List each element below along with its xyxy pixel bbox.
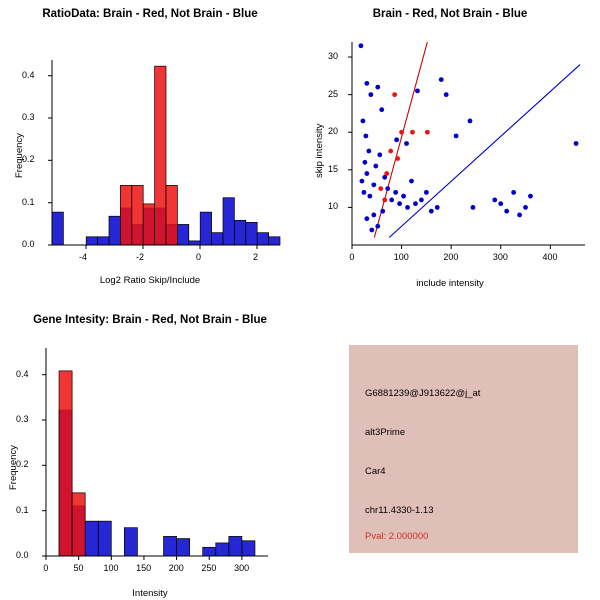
scatter-point: [401, 194, 406, 199]
hist-intensity-title: Gene Intesity: Brain - Red, Not Brain - Blue: [33, 314, 267, 326]
scatter-point: [375, 85, 380, 90]
scatter-point: [498, 201, 503, 206]
hist-intensity-bar: [216, 543, 229, 556]
scatter-point: [395, 156, 400, 161]
scatter-xtick: 400: [542, 252, 558, 262]
hist-ratio-bar: [189, 241, 200, 245]
scatter-point: [392, 92, 397, 97]
hist-ratio-bar: [52, 212, 63, 245]
hist-ratio-title: RatioData: Brain - Red, Not Brain - Blue: [42, 8, 258, 20]
scatter-point: [413, 201, 418, 206]
info-probeset: G6881239@J913622@j_at: [365, 388, 481, 399]
hist-intensity-bar: [72, 493, 85, 556]
scatter-point: [404, 141, 409, 146]
scatter-point: [435, 205, 440, 210]
hist-ratio-ytick-4: 0.4: [22, 69, 35, 80]
hist-ratio-xtick-3: 2: [253, 252, 259, 262]
hist-intensity-xtick: 300: [234, 563, 250, 573]
scatter-point: [444, 92, 449, 97]
scatter-point: [394, 137, 399, 142]
hist-intensity-bar: [59, 371, 72, 556]
hist-intensity-xtick: 200: [168, 563, 184, 573]
hist-ratio-xtick-0: -4: [79, 252, 88, 262]
hist-intensity-bar: [98, 521, 111, 556]
scatter-point: [384, 171, 389, 176]
scatter-point: [361, 119, 366, 124]
scatter-point: [373, 164, 378, 169]
scatter-ytick: 10: [328, 201, 339, 212]
scatter-point: [360, 179, 365, 184]
scatter-point: [375, 224, 380, 229]
scatter-point: [419, 197, 424, 202]
hist-intensity-ylabel: Frequency: [8, 445, 19, 490]
scatter-point: [361, 190, 366, 195]
hist-intensity-ytick-1: 0.1: [16, 504, 29, 515]
chart-hist-ratio: [0, 0, 300, 300]
hist-ratio-xtick-2: 0: [196, 252, 202, 262]
info-pval: Pval: 2.000000: [365, 531, 429, 542]
scatter-title: Brain - Red, Not Brain - Blue: [372, 8, 528, 20]
scatter-point: [405, 205, 410, 210]
scatter-point: [367, 194, 372, 199]
scatter-point: [363, 134, 368, 139]
scatter-point: [379, 107, 384, 112]
hist-ratio-bar: [234, 220, 245, 245]
hist-intensity-xtick: 150: [136, 563, 152, 573]
scatter-fit-line: [374, 42, 427, 237]
hist-ratio-bar: [166, 185, 177, 245]
hist-ratio-ytick-1: 0.1: [22, 196, 35, 207]
hist-intensity-bar: [229, 536, 242, 556]
scatter-point: [388, 149, 393, 154]
hist-ratio-ylabel: Frequency: [14, 133, 25, 178]
chart-scatter: [300, 0, 600, 300]
scatter-point: [517, 213, 522, 218]
hist-intensity-xtick: 250: [201, 563, 217, 573]
hist-ratio-bar: [177, 224, 188, 245]
hist-ratio-ytick-0: 0.0: [22, 239, 35, 249]
scatter-point: [378, 186, 383, 191]
hist-intensity-bar: [164, 536, 177, 556]
scatter-point: [574, 141, 579, 146]
hist-intensity-xtick: 0: [43, 563, 49, 573]
scatter-point: [368, 92, 373, 97]
info-location: chr11.4330-1.13: [365, 505, 434, 516]
hist-intensity-xlabel: Intensity: [132, 588, 168, 599]
scatter-point: [471, 205, 476, 210]
scatter-point: [429, 209, 434, 214]
info-gene: Car4: [365, 466, 386, 477]
scatter-point: [385, 186, 390, 191]
hist-ratio-xtick-1: -2: [136, 252, 145, 262]
info-panel: [349, 345, 578, 553]
scatter-ytick: 30: [328, 51, 339, 62]
hist-ratio-ytick-2: 0.2: [22, 154, 35, 165]
scatter-point: [377, 152, 382, 157]
scatter-point: [380, 209, 385, 214]
hist-ratio-bar: [223, 198, 234, 245]
scatter-point: [454, 134, 459, 139]
scatter-point: [415, 88, 420, 93]
scatter-point: [439, 77, 444, 82]
scatter-point: [523, 205, 528, 210]
scatter-point: [468, 119, 473, 124]
hist-intensity-bar: [177, 539, 190, 556]
scatter-xtick: 100: [393, 252, 409, 262]
scatter-point: [393, 190, 398, 195]
hist-intensity-bar: [203, 547, 216, 556]
hist-ratio-bar: [246, 222, 257, 245]
scatter-point: [397, 201, 402, 206]
scatter-point: [399, 130, 404, 135]
hist-ratio-bar: [132, 185, 143, 245]
scatter-xtick: 300: [492, 252, 508, 262]
scatter-point: [492, 197, 497, 202]
hist-ratio-bar: [257, 233, 268, 245]
hist-intensity-bar: [242, 541, 255, 556]
hist-intensity-ytick-0: 0.0: [16, 550, 29, 560]
chart-hist-intensity: [0, 300, 300, 600]
scatter-point: [504, 209, 509, 214]
scatter-xlabel: include intensity: [416, 278, 484, 289]
scatter-point: [364, 171, 369, 176]
scatter-point: [382, 197, 387, 202]
hist-intensity-ytick-3: 0.3: [16, 414, 29, 424]
scatter-xtick: 0: [349, 252, 355, 262]
hist-intensity-bar: [124, 528, 137, 556]
scatter-point: [364, 216, 369, 221]
hist-ratio-bar: [120, 185, 131, 245]
scatter-point: [371, 182, 376, 187]
scatter-ytick: 25: [328, 88, 339, 99]
scatter-ytick: 20: [328, 126, 339, 137]
hist-intensity-ytick-2: 0.2: [16, 459, 29, 470]
scatter-point: [371, 213, 376, 218]
hist-ratio-xlabel: Log2 Ratio Skip/Include: [99, 275, 201, 286]
scatter-ylabel: skip intensity: [314, 123, 325, 178]
scatter-point: [424, 190, 429, 195]
scatter-point: [362, 160, 367, 165]
hist-intensity-xtick: 50: [73, 563, 84, 573]
scatter-point: [359, 43, 364, 48]
hist-ratio-ytick-3: 0.3: [22, 112, 35, 122]
scatter-point: [409, 179, 414, 184]
hist-ratio-bar: [98, 237, 109, 245]
hist-ratio-bar: [212, 233, 223, 245]
scatter-point: [366, 149, 371, 154]
scatter-point: [364, 81, 369, 86]
hist-ratio-bar: [155, 66, 166, 245]
scatter-xtick: 200: [443, 252, 459, 262]
hist-intensity-bar: [85, 521, 98, 556]
scatter-point: [389, 197, 394, 202]
scatter-point: [528, 194, 533, 199]
hist-intensity-xtick: 100: [103, 563, 119, 573]
scatter-point: [369, 228, 374, 233]
hist-intensity-ytick-4: 0.4: [16, 368, 29, 379]
hist-ratio-bar: [109, 216, 120, 245]
hist-ratio-bar: [200, 212, 211, 245]
scatter-point: [410, 130, 415, 135]
scatter-point: [425, 130, 430, 135]
scatter-point: [511, 190, 516, 195]
scatter-ytick: 15: [328, 163, 339, 174]
info-event-type: alt3Prime: [365, 427, 406, 438]
hist-ratio-bar: [86, 237, 97, 245]
hist-ratio-bar: [143, 204, 154, 245]
hist-ratio-bar: [269, 237, 280, 245]
